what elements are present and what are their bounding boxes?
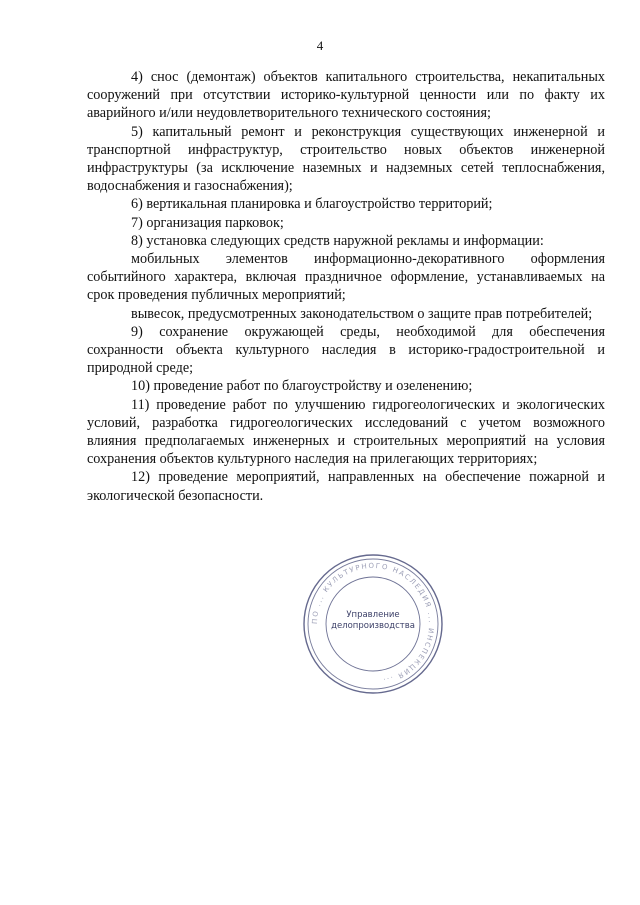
- paragraph-item-11: 11) проведение работ по улучшению гидрогеологических и экологических условий, разработка гидрогеологических исследований с учетом возможного влияния предполагаемых инженерных и строительных мероприятий на условия сохранения объектов культурного наследия на прилегающих территориях;: [87, 396, 605, 468]
- paragraph-item-4: 4) снос (демонтаж) объектов капитального строительства, некапитальных сооружений при отсутствии историко-культурной ценности или по факту их аварийного и/или неудовлетворительного технического состояния;: [87, 69, 605, 122]
- paragraph-item-10: 10) проведение работ по благоустройству и озеленению;: [131, 378, 473, 395]
- paragraph-signboards: вывесок, предусмотренных законодательством о защите прав потребителей;: [131, 305, 593, 322]
- paragraph-item-9: 9) сохранение окружающей среды, необходимой для обеспечения сохранности объекта культурного наследия в историко-градостроительной и природной среде;: [87, 323, 605, 377]
- paragraph-item-7: 7) организация парковок;: [131, 214, 284, 231]
- official-stamp: [302, 553, 444, 695]
- paragraph-item-12: 12) проведение мероприятий, направленных на обеспечение пожарной и экологической безопасности.: [87, 469, 605, 504]
- stamp-ring-text: ПО ... КУЛЬТУРНОГО НАСЛЕДИЯ ... ИНСПЕКЦИЯ ...: [310, 561, 436, 686]
- paragraph-item-6: 6) вертикальная планировка и благоустройство территорий;: [131, 196, 493, 213]
- paragraph-mobile-elements: мобильных элементов информационно-декоративного оформления событийного характера, включая праздничное оформление, устанавливаемых на срок проведения публичных мероприятий;: [87, 251, 605, 304]
- paragraph-item-5: 5) капитальный ремонт и реконструкция существующих инженерной и транспортной инфраструктур, строительство новых объектов инженерной инфраструктуры (за исключение наземных и надземных сетей теплоснабжения, водоснабжения и газоснабжения);: [87, 123, 605, 195]
- paragraph-item-8: 8) установка следующих средств наружной рекламы и информации:: [131, 232, 544, 249]
- stamp-center-line-2: делопроизводства: [331, 621, 415, 631]
- stamp-graphic: [302, 553, 444, 695]
- page-number: 4: [316, 38, 324, 53]
- stamp-center-line-1: Управление: [346, 610, 400, 620]
- document-body: [87, 68, 605, 505]
